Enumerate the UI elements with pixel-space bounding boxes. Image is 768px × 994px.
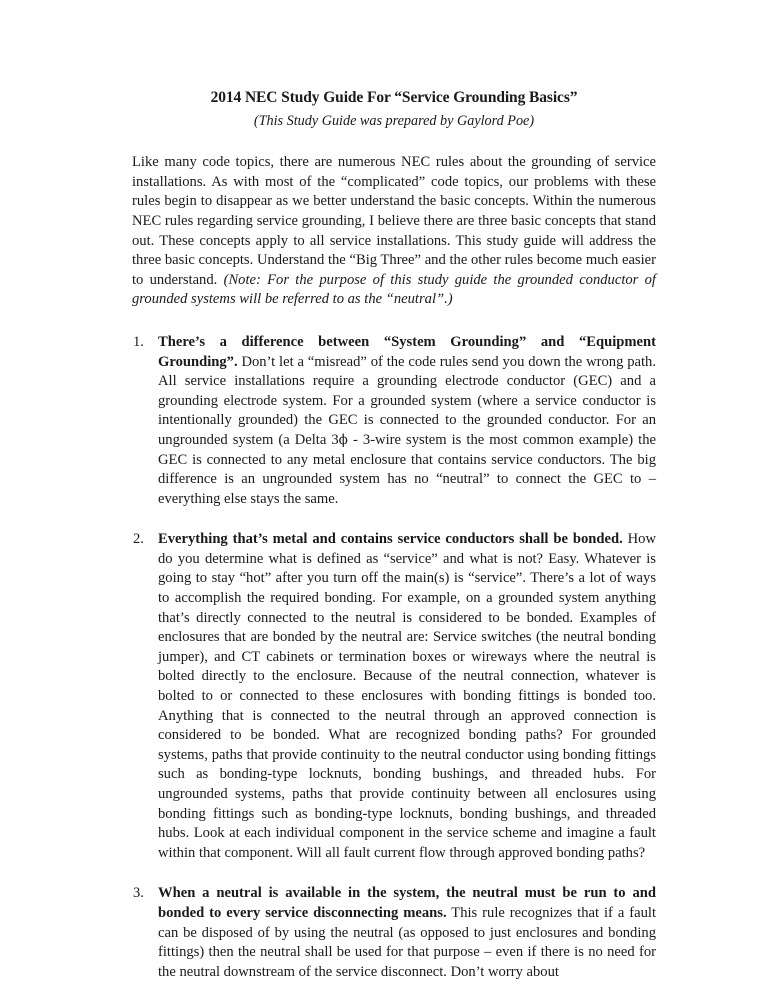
intro-paragraph (132, 153, 656, 310)
list-item-marker: 2. (133, 531, 144, 548)
intro-text: Like many code topics, there are numerous NEC rules about the grounding of service installations. As with most of the “complicated” code topics, our problems with these rules begin to disappear as we better understand the basic concepts. Within the numerous NEC rules regarding service grounding, I believe there are three basic concepts that stand out. These concepts apply to all service installations. This study guide will address the three basic concepts. Understand the “Big Three” and the other rules become much easier to understand. (132, 154, 656, 288)
list-item (132, 884, 656, 982)
phi-symbol: ϕ (338, 431, 348, 448)
list-item-text-after: - 3-wire system is the most common example) the GEC is connected to any metal enclosure that contains service conductors. The big difference is an ungrounded system has no “neutral” to connect the GEC to – everything else stays the same. (158, 431, 656, 507)
list-item-lead: Everything that’s metal and contains service conductors shall be bonded. (158, 531, 623, 548)
list-item-lead: There’s a difference between “System Grounding” and “Equipment Grounding”. (158, 333, 656, 370)
list-item-body (158, 334, 656, 507)
document-subtitle: (This Study Guide was prepared by Gaylord Poe) (253, 113, 535, 130)
list-item-body (158, 885, 656, 979)
list-item-body (158, 531, 656, 861)
list-item-marker: 3. (133, 885, 144, 902)
list-item-lead: When a neutral is available in the system, the neutral must be run to and bonded to every service disconnecting means. (158, 885, 656, 921)
list-item-text-before: Don’t let a “misread” of the code rules send you down the wrong path. All service installations require a grounding electrode conductor (GEC) and a grounding electrode system. For a grounded system (where a service conductor is intentionally grounded) the GEC is connected to the grounded conductor. For an ungrounded system (a Delta 3 (158, 353, 656, 448)
list-item-marker: 1. (133, 333, 144, 350)
list-item-text-before: How do you determine what is defined as “service” and what is not? Easy. Whatever is going to stay “hot” after you turn off the main(s) is “service”. There’s a lot of ways to accomplish the required bonding. For example, on a grounded system anything that’s directly connected to the neutral is considered to be bonded. Examples of enclosures that are bonded by the neutral are: Service switches (the neutral bonding jumper), and CT cabinets or termination boxes or wireways where the neutral is bolted directly to the enclosure. Because of the neutral connection, whatever is bolted to or connected to these enclosures with bonding fittings is bonded too. Anything that is connected to the neutral through an approved connection is considered to be bonded. What are recognized bonding paths? For grounded systems, paths that provide continuity to the neutral conductor using bonding fittings such as bonding-type locknuts, bonding bushings, and threaded hubs. For ungrounded systems, paths that provide continuity between all enclosures using bonding fittings such as bonding-type locknuts, bonding bushings, and threaded hubs. Look at each individual component in the service scheme and imagine a fault within that component. Will all fault current flow through approved bonding paths? (158, 531, 656, 861)
list-item (132, 530, 656, 863)
page-content (132, 88, 656, 982)
intro-note: (Note: For the purpose of this study guide the grounded conductor of grounded systems will be referred to as the “neutral”.) (132, 271, 656, 308)
list-item-text-before: This rule recognizes that if a fault can be disposed of by using the neutral (as opposed to just enclosures and bonding fittings) then the neutral shall be used for that purpose – even if there is no need for the neutral downstream of the service disconnect. Don’t worry about (158, 904, 657, 980)
concepts-list (132, 333, 656, 982)
list-item (132, 333, 656, 509)
page-title: 2014 NEC Study Guide For “Service Grounding Basics” (210, 89, 578, 106)
